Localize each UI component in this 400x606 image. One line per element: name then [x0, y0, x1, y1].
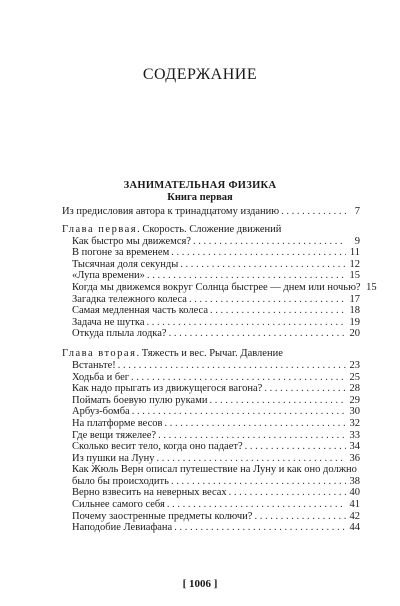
- chapter-heading-2[interactable]: [62, 348, 360, 360]
- chapter-heading-1[interactable]: [62, 224, 360, 236]
- toc-entry-page: 25: [349, 371, 360, 383]
- toc-entry-label: Встаньте!: [72, 359, 116, 371]
- book-subtitle: Книга первая: [167, 192, 233, 203]
- toc-entry-jules-verne-line1[interactable]: Как Жюль Верн описал путешествие на Луну и как оно должно: [72, 464, 357, 476]
- toc-entry[interactable]: [62, 499, 360, 511]
- leader-dots: [254, 511, 346, 523]
- toc-entry-label: Почему заостренные предметы колючи?: [72, 510, 253, 522]
- leader-dots: [180, 259, 346, 271]
- toc-entry-label: было бы происходить: [72, 475, 169, 487]
- toc-entry-label: Из предисловия автора к тринадцатому изданию: [62, 206, 280, 217]
- toc-entry-page: 18: [349, 305, 360, 317]
- toc-entry[interactable]: [62, 328, 360, 340]
- toc-entry-page: 7: [354, 206, 360, 217]
- toc-entry-page: 32: [349, 417, 360, 429]
- leader-dots: [118, 360, 346, 372]
- chapter-2-entries-continued: [62, 487, 360, 533]
- toc-entry-page: 44: [349, 522, 360, 534]
- toc-entry[interactable]: [62, 406, 360, 418]
- leader-dots: [174, 522, 346, 534]
- toc-entry-page: 34: [349, 441, 360, 453]
- toc-entry-label: Из пушки на Луну: [72, 452, 155, 464]
- toc-entry-page: 30: [349, 406, 360, 418]
- toc-entry[interactable]: [62, 430, 360, 442]
- leader-dots: [189, 294, 346, 306]
- toc-entry[interactable]: [62, 453, 360, 465]
- toc-entry-label: Наподобие Левиафана: [72, 522, 173, 534]
- toc-entry[interactable]: [62, 305, 360, 317]
- toc-entry-page: 41: [349, 499, 360, 511]
- leader-dots: [245, 441, 346, 453]
- chapter-2-entries: [62, 360, 360, 464]
- toc-entry-page: 36: [349, 452, 360, 464]
- toc-entry-label: Поймать боевую пулю руками: [72, 394, 208, 406]
- leader-dots: [171, 247, 346, 259]
- toc-entry[interactable]: [62, 259, 360, 271]
- chapter-title: . Скорость. Сложение движений: [137, 223, 282, 235]
- leader-dots: [171, 476, 346, 488]
- toc-entry-label: Когда мы движемся вокруг Солнца быстрее — днем или ночью?: [72, 281, 361, 293]
- toc-entry[interactable]: [62, 511, 360, 523]
- leader-dots: [210, 305, 346, 317]
- leader-dots: [157, 453, 346, 465]
- toc-entry[interactable]: [62, 395, 360, 407]
- toc-entry-label: Загадка тележного колеса: [72, 293, 187, 305]
- chapter-title: . Тяжесть и вес. Рычаг. Давление: [136, 347, 283, 359]
- toc-entry-label: «Лупа времени»: [72, 270, 145, 282]
- toc-entry-page: 33: [349, 429, 360, 441]
- toc-entry-label: Арбуз-бомба: [72, 406, 130, 418]
- toc-entry-page: 42: [349, 510, 360, 522]
- toc-entry-page: 20: [349, 328, 360, 340]
- toc-entry-label: На платформе весов: [72, 417, 163, 429]
- book-title: ЗАНИМАТЕЛЬНАЯ ФИЗИКА: [123, 180, 277, 191]
- toc-entry[interactable]: [62, 247, 360, 259]
- toc-entry-page: 17: [349, 293, 360, 305]
- leader-dots: [164, 418, 346, 430]
- toc-entry[interactable]: [62, 236, 360, 248]
- toc-entry-page: 15: [349, 270, 360, 282]
- toc-entry[interactable]: [62, 372, 360, 384]
- toc-entry[interactable]: [62, 360, 360, 372]
- leader-dots: [132, 406, 346, 418]
- toc-entry[interactable]: [62, 522, 360, 534]
- toc-entry-page: 29: [349, 394, 360, 406]
- leader-dots: [229, 487, 346, 499]
- toc-entry[interactable]: [62, 487, 360, 499]
- toc-entry[interactable]: [62, 418, 360, 430]
- toc-entry-page: 23: [349, 359, 360, 371]
- toc-entry-page: 15: [366, 281, 377, 293]
- toc-entry-jules-verne-line2[interactable]: [62, 476, 360, 488]
- leader-dots: [158, 430, 346, 442]
- leader-dots: [281, 206, 346, 218]
- toc-entry-label: Тысячная доля секунды: [72, 258, 179, 270]
- toc-entry-label: Сколько весит тело, когда оно падает?: [72, 441, 243, 453]
- toc-entry[interactable]: [62, 294, 360, 306]
- toc-entry[interactable]: [62, 270, 360, 282]
- toc-entry-label: Задача не шутка: [72, 316, 145, 328]
- toc-entry-preface[interactable]: [62, 206, 360, 218]
- toc-entry-label: Как надо прыгать из движущегося вагона?: [72, 383, 263, 395]
- table-of-contents: [62, 206, 377, 534]
- toc-entry[interactable]: [62, 441, 360, 453]
- page-title: СОДЕРЖАНИЕ: [142, 66, 258, 83]
- toc-entry[interactable]: [62, 317, 360, 329]
- chapter-prefix: Глава вторая: [62, 347, 137, 359]
- toc-entry[interactable]: [62, 383, 360, 395]
- leader-dots: [147, 317, 346, 329]
- book-heading: [0, 180, 400, 204]
- leader-dots: [193, 236, 346, 248]
- page-number: [ 1006 ]: [182, 578, 218, 590]
- toc-entry[interactable]: [62, 281, 377, 294]
- toc-entry-page: 12: [349, 258, 360, 270]
- toc-entry-page: 19: [349, 316, 360, 328]
- toc-entry-label: Ходьба и бег: [72, 371, 130, 383]
- leader-dots: [131, 372, 346, 384]
- leader-dots: [264, 383, 346, 395]
- toc-entry-label: В погоне за временем: [72, 247, 170, 259]
- toc-entry-page: 28: [349, 383, 360, 395]
- leader-dots: [167, 499, 346, 511]
- toc-entry-label: Откуда плыла лодка?: [72, 328, 167, 340]
- toc-entry-label: Сильнее самого себя: [72, 499, 165, 511]
- toc-entry-page: 40: [349, 487, 360, 499]
- leader-dots: [147, 270, 346, 282]
- toc-entry-label: Верно взвесить на неверных весах: [72, 487, 227, 499]
- chapter-1-entries: [62, 235, 377, 340]
- toc-entry-page: 9: [354, 235, 360, 247]
- toc-entry-label: Как быстро мы движемся?: [72, 235, 191, 247]
- leader-dots: [209, 395, 346, 407]
- toc-entry-label: Самая медленная часть колеса: [72, 305, 209, 317]
- toc-entry-page: 38: [349, 475, 360, 487]
- toc-entry-page: 11: [349, 247, 360, 259]
- chapter-prefix: Глава первая: [62, 223, 138, 235]
- leader-dots: [169, 328, 346, 340]
- toc-entry-label: Где вещи тяжелее?: [72, 429, 157, 441]
